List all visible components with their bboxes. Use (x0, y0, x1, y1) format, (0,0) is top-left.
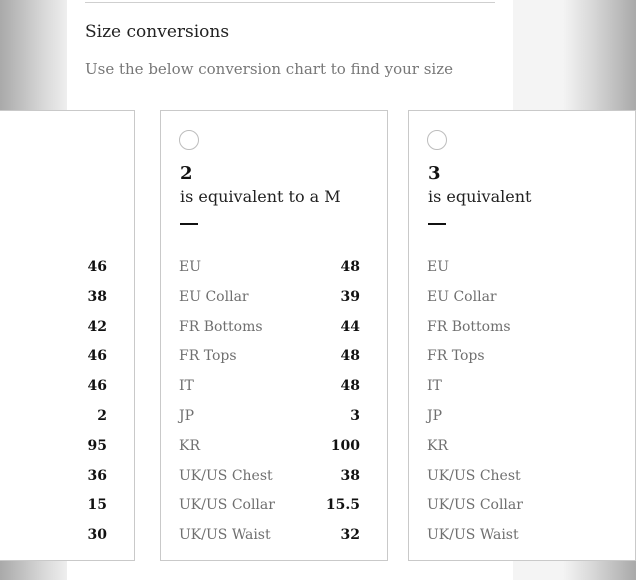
conversion-label: UK/US Chest (179, 467, 273, 484)
conversion-label: EU Collar (427, 288, 497, 305)
conversion-label: UK/US Chest (427, 467, 521, 484)
conversion-row (409, 254, 635, 284)
conversion-row (161, 254, 387, 284)
conversion-value: 38 (87, 288, 107, 305)
conversion-label: JP (179, 407, 195, 424)
conversion-row (161, 284, 387, 314)
conversion-row (161, 492, 387, 522)
conversion-row (0, 492, 134, 522)
conversion-row (161, 343, 387, 373)
conversion-value: 46 (87, 348, 107, 365)
size-radio[interactable] (179, 130, 199, 150)
conversion-label: EU Collar (179, 288, 249, 305)
conversion-row (0, 403, 134, 433)
conversion-label: UK/US Waist (427, 527, 519, 544)
conversion-value: 46 (87, 259, 107, 275)
conversion-label: UK/US Collar (427, 497, 523, 514)
conversion-label: JP (427, 407, 443, 424)
size-equivalent: is equivalent (428, 187, 532, 206)
size-carousel[interactable] (85, 108, 532, 564)
conversion-row (409, 284, 635, 314)
conversion-value: 42 (87, 318, 107, 335)
conversion-row (409, 403, 635, 433)
conversion-value: 30 (87, 527, 107, 544)
conversion-label: FR Tops (427, 348, 485, 365)
conversion-rows (161, 254, 387, 552)
conversion-row (161, 403, 387, 433)
size-equivalent: is equivalent to a M (180, 187, 341, 206)
size-number: 3 (428, 163, 441, 184)
conversion-value: 3 (350, 407, 360, 424)
conversion-label: EU (427, 259, 450, 275)
conversion-value: 15 (87, 497, 107, 514)
conversion-value: 95 (87, 437, 107, 454)
conversion-value: 48 (340, 378, 360, 395)
conversion-row (161, 433, 387, 463)
conversion-row (409, 522, 635, 552)
conversion-value: 48 (340, 259, 360, 275)
top-divider (85, 2, 495, 3)
conversion-value: 100 (330, 437, 360, 454)
conversion-row (161, 522, 387, 552)
size-radio[interactable] (427, 130, 447, 150)
conversion-value: 2 (97, 407, 107, 424)
conversion-row (409, 314, 635, 344)
conversion-label: KR (179, 437, 200, 454)
conversion-row (0, 433, 134, 463)
conversion-row (0, 343, 134, 373)
conversion-row (0, 463, 134, 493)
conversion-row (409, 343, 635, 373)
conversion-value: 46 (87, 378, 107, 395)
conversion-row (0, 254, 134, 284)
conversion-label: KR (427, 437, 448, 454)
conversion-row (161, 314, 387, 344)
conversion-row (161, 463, 387, 493)
conversion-label: FR Bottoms (427, 318, 511, 335)
size-card-3[interactable] (408, 110, 636, 561)
conversion-value: 38 (340, 467, 360, 484)
conversion-label: FR Tops (179, 348, 237, 365)
conversion-value: 48 (340, 348, 360, 365)
size-card-prev[interactable] (0, 110, 135, 561)
conversion-value: 15.5 (325, 497, 360, 514)
conversion-label: EU (179, 259, 202, 275)
conversion-rows (409, 254, 635, 552)
conversion-value: 39 (340, 288, 360, 305)
size-divider (180, 223, 198, 225)
size-card-2[interactable] (160, 110, 388, 561)
conversion-row (0, 314, 134, 344)
conversion-label: IT (427, 378, 442, 395)
section-title: Size conversions (85, 22, 230, 42)
size-number: 2 (180, 163, 193, 184)
conversion-value: 36 (87, 467, 107, 484)
conversion-row (0, 522, 134, 552)
conversion-label: IT (179, 378, 194, 395)
size-divider (428, 223, 446, 225)
conversion-row (161, 373, 387, 403)
conversion-label: UK/US Collar (179, 497, 275, 514)
conversion-row (409, 463, 635, 493)
conversion-label: FR Bottoms (179, 318, 263, 335)
conversion-label: UK/US Waist (179, 527, 271, 544)
conversion-row (409, 492, 635, 522)
size-conversion-panel (67, 0, 532, 580)
conversion-row (0, 373, 134, 403)
conversion-row (0, 284, 134, 314)
conversion-row (409, 373, 635, 403)
section-subtitle: Use the below conversion chart to find your size (85, 60, 454, 78)
conversion-row (409, 433, 635, 463)
conversion-rows (0, 254, 134, 552)
conversion-value: 44 (340, 318, 360, 335)
conversion-value: 32 (340, 527, 360, 544)
